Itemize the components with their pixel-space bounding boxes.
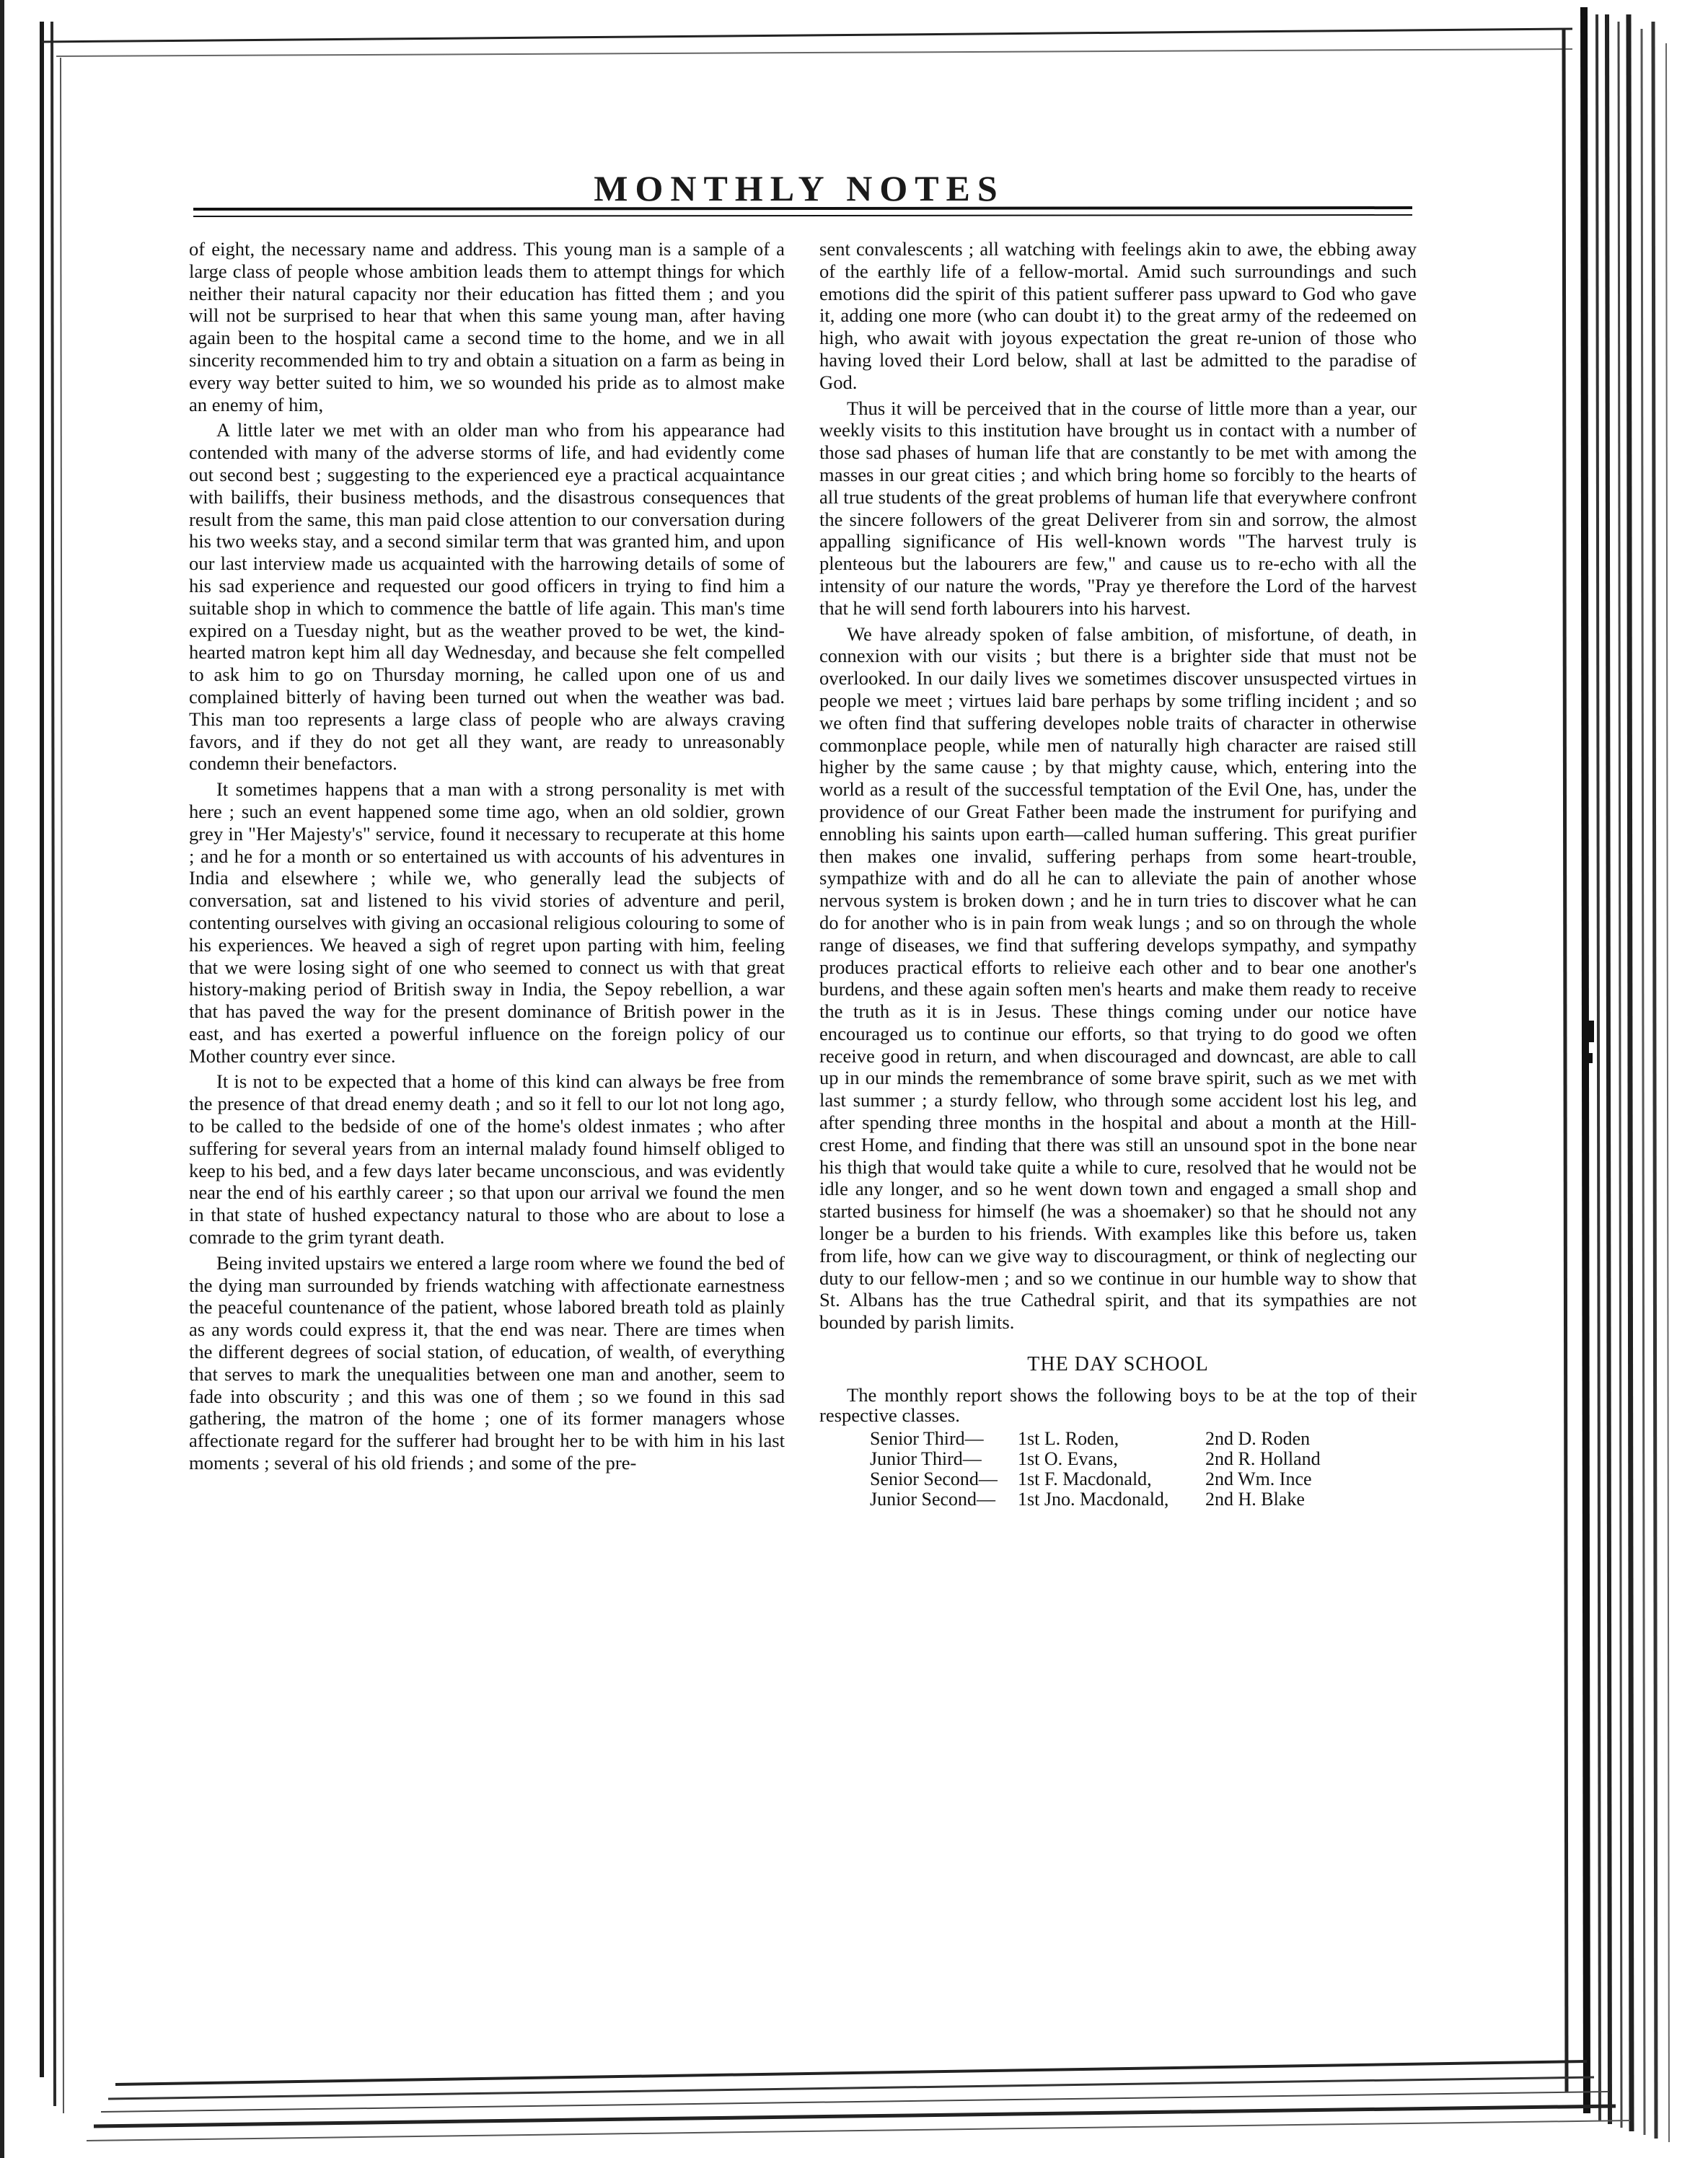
paragraph: sent convalescents ; all watching with feelings akin to awe, the ebbing away of the earthly life of a fellow-mortal. Amid such surroundings and such emotions did the spirit of this patient sufferer pass upward to God who gave it, adding one more (who can doubt it) to the great army of the redeemed on high, who await with joyous expectation the great re-union of those who having loved their Lord below, shall at last be admitted to the paradise of God. bbox=[819, 238, 1417, 393]
paragraph: It sometimes happens that a man with a strong personality is met with here ; such an event happened some time ago, when an old soldier, grown grey in "Her Majesty's" service, found it necessary to recuperate at this home ; and he for a month or so entertained us with accounts of his adventures in India and elsewhere ; while we, who generally lead the subjects of conversation, sat and listened to his vivid stories of adventure and peril, contenting ourselves with giving an occasional religious colouring to some of his experiences. We heaved a sigh of regret upon parting with him, feeling that we were losing sight of one who seemed to connect us with that great history-making period of British sway in India, the Sepoy rebellion, a war that has paved the way for the present dominance of British power in the east, and has exerted a powerful influence on the foreign policy of our Mother country ever since. bbox=[189, 778, 785, 1067]
class-name: Senior Second— bbox=[870, 1468, 998, 1489]
top-rule bbox=[42, 29, 1572, 56]
masthead: MONTHLY NOTES bbox=[594, 168, 1005, 208]
paragraph: We have already spoken of false ambition, of misfortune, of death, in connexion with our visits ; but there is a brighter side that must not be overlooked. In our daily lives we sometimes discover unsuspected virtues in people we meet ; virtues laid bare perhaps by some trifling incident ; and so we often find that suffering developes noble traits of character in otherwise commonplace people, while men of naturally high character are raised still higher by the same cause ; by that mighty cause, which, entering into the world as a result of the successful temptation of the Evil One, has, under the providence of our Great Father been made the instrument for purifying and ennobling his saints upon earth—called human suffering. This great purifier then makes one invalid, suffering perhaps from some heart-trouble, sympathize with and do all he can to alleviate the pain of another whose nervous system is broken down ; and he in turn tries to discover what he can do for another who is in pain from weak lungs ; and so on through the whole range of diseases, we find that suffering develops sympathy, and sympathy produces practical efforts to relieive each other and to bear one another's burdens, and these again soften men's hearts and make them ready to receive the truth as it is in Jesus. These things coming under our notice have encouraged us to continue our efforts, so that trying to do good we often receive good in return, and when discouraged and downcast, are able to call up in our minds the remembrance of some brave spirit, such as we met with last summer ; a sturdy fellow, who through some accident lost his leg, and after spending three months in the hospital and about a month at the Hill-crest Home, and finding that there was still an unsound spot in the bone near his thigh that would take quite a while to cure, resolved that he would not be idle any longer, and so he went down town and engaged a small shop and started business for himself (he was a shoemaker) so that he should not any longer be a burden to his friends. With examples like this before us, taken from life, how can we give way to discouragment, or think of neglecting our duty to our fellow-men ; and so we continue in our humble way to show that St. Albans has the true Cathedral spirit, and that its sympathies are not bounded by parish limits. bbox=[819, 622, 1417, 1334]
class-name: Junior Third— bbox=[870, 1448, 982, 1469]
paragraph: Being invited upstairs we entered a large room where we found the bed of the dying man surrounded by friends watching with affectionate earnestness the peaceful countenance of the patient, whose labored breath told as plainly as any words could express it, that the end was near. There are times when the different degrees of social station, of education, of wealth, of everything that serves to mark the unequalities between one man and another, seem to fade into obscurity ; and this was one of them ; so we found in this sad gathering, the matron of the home ; one of its former managers whose affectionate regard for the sufferer had brought her to be with him in his last moments ; several of his old friends ; and some of the pre- bbox=[189, 1251, 785, 1474]
second-place: 2nd Wm. Ince bbox=[1205, 1468, 1312, 1489]
first-place: 1st L. Roden, bbox=[1018, 1427, 1119, 1449]
list-item bbox=[870, 1449, 1417, 1469]
class-name: Junior Second— bbox=[870, 1488, 996, 1510]
day-school-intro: The monthly report shows the following boys to be at the top of their respective classes. bbox=[819, 1383, 1417, 1426]
first-place: 1st O. Evans, bbox=[1018, 1448, 1118, 1469]
left-column bbox=[189, 238, 785, 1478]
first-place: 1st Jno. Macdonald, bbox=[1018, 1488, 1169, 1510]
second-place: 2nd H. Blake bbox=[1205, 1488, 1305, 1510]
second-place: 2nd R. Holland bbox=[1205, 1448, 1321, 1469]
paragraph: A little later we met with an older man who from his appearance had contended with many of the adverse storms of life, and had evidently come out second best ; suggesting to the experienced eye a practical acquaintance with bailiffs, their business methods, and the disastrous consequences that result from the same, this man paid close attention to our conversation during his two weeks stay, and a second similar term that was granted him, and upon our last interview made us acquainted with the harrowing details of some of his sad experience and requested our good officers in trying to find him a suitable shop in which to commence the battle of life again. This man's time expired on a Tuesday night, but as the weather proved to be wet, the kind-hearted matron kept him all day Wednesday, and because she felt compelled to ask him to go on Thursday morning, he called upon one of us and complained bitterly of having been turned out when the weather was bad. This man too represents a large class of people who are always craving favors, and if they do not get all they want, are ready to unreasonably condemn their benefactors. bbox=[189, 419, 785, 775]
class-ranking-list bbox=[870, 1429, 1417, 1510]
right-page-edges bbox=[1564, 7, 1669, 2142]
day-school-title: THE DAY SCHOOL bbox=[1027, 1353, 1209, 1376]
left-binding bbox=[0, 0, 63, 2158]
right-column bbox=[819, 238, 1417, 1510]
first-place: 1st F. Macdonald, bbox=[1018, 1468, 1152, 1489]
second-place: 2nd D. Roden bbox=[1205, 1427, 1311, 1449]
list-item bbox=[870, 1469, 1417, 1489]
paragraph: of eight, the necessary name and address. This young man is a sample of a large class of people whose ambition leads them to attempt things for which neither their natural capacity nor their education has fitted them ; and you will not be surprised to hear that when this same young man, after having again been to the hospital came a second time to the home, and we in all sincerity recommended him to try and obtain a situation on a farm as being in every way better suited to him, we so wounded his pride as to almost make an enemy of him, bbox=[189, 238, 785, 415]
list-item bbox=[870, 1429, 1417, 1449]
class-name: Senior Third— bbox=[870, 1427, 984, 1449]
bottom-edges bbox=[87, 2061, 1630, 2141]
list-item bbox=[870, 1489, 1417, 1510]
paragraph: Thus it will be perceived that in the course of little more than a year, our weekly visits to this institution have brought us in contact with a number of those sad phases of human life that are constantly to be met with among the masses in our great cities ; and which bring home so forcibly to the hearts of all true students of the great problems of human life that everywhere confront the sincere followers of the great Deliverer from sin and sorrow, the almost appalling significance of His well-known words "The harvest truly is plenteous but the labourers are few," and cause us to re-echo with all the intensity of our nature the words, "Pray ye therefore the Lord of the harvest that he will send forth labourers into his harvest. bbox=[819, 397, 1417, 619]
paragraph: It is not to be expected that a home of this kind can always be free from the presence of that dread enemy death ; and so it fell to our lot not long ago, to be called to the bedside of one of the home's oldest inmates ; who after suffering for several years from an internal malady found himself obliged to keep to his bed, and a few days later became unconscious, and was evidently near the end of his earthly career ; so that upon our arrival we found the men in that state of hushed expectancy natural to those who are about to lose a comrade to the grim tyrant death. bbox=[189, 1070, 785, 1248]
